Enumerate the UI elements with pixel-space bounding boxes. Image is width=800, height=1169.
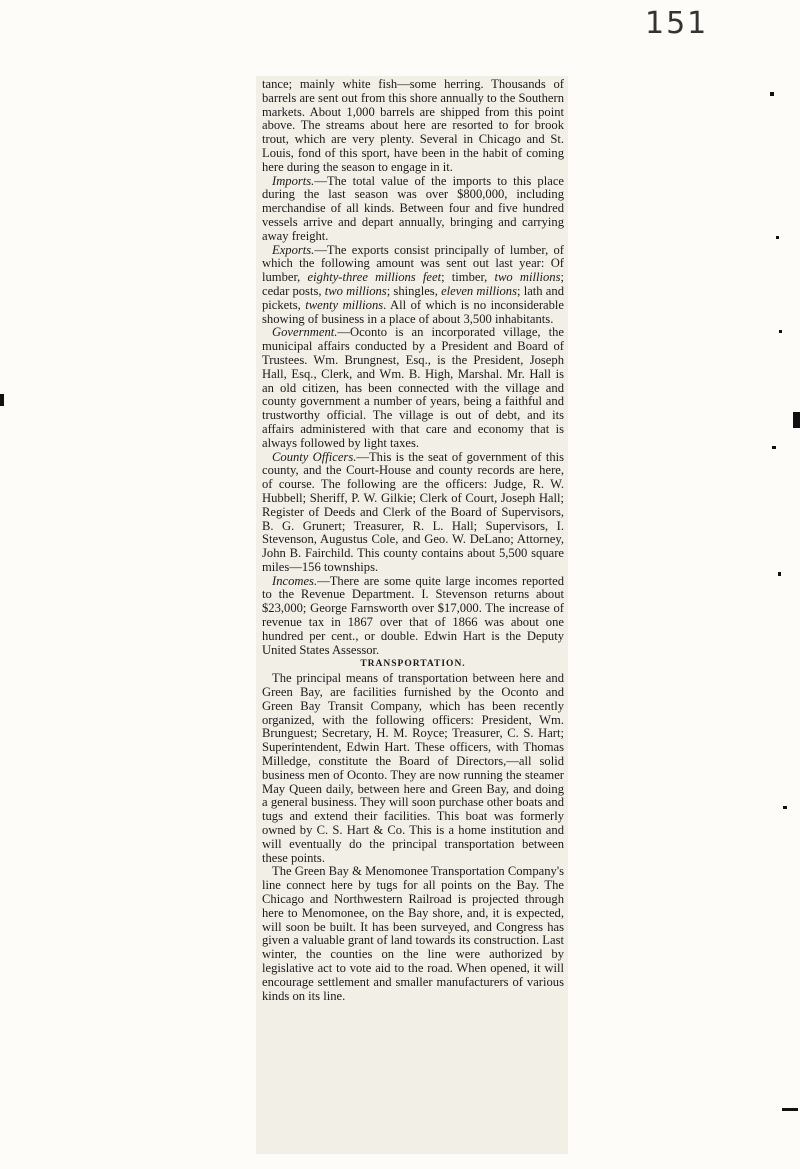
railroad-paragraph: The Green Bay & Menomonee Transportation Company's line connect here by tugs for all points on the Bay. The Chicago and Northwestern Railroad is projected through here to Menomonee, on the Bay shore, and, it is expected, will soon be built. It has been surveyed, and Congress has given a valuable grant of land towards its construction. Last winter, the counties on the line were authorized by legislative act to vote aid to the road. When opened, it will encourage settlement and smaller manufacturers of various kinds on its line.: [262, 864, 564, 1003]
exports-text: ; cedar posts,: [262, 270, 564, 298]
section-heading: TRANSPORTATION.: [360, 659, 466, 670]
exports-emphasis: eighty-three millions feet: [307, 270, 442, 285]
exports-text: —The exports consist principally of lumber, of which the following amount was sent out last year: Of lumber,: [262, 242, 564, 285]
imports-paragraph: [262, 175, 564, 244]
scan-speck: [793, 412, 800, 428]
government-text: —Oconto is an incorporated village, the municipal affairs conducted by a President and Board of Trustees. Wm. Brungnest, Esq., is the President, Joseph Hall, Esq., Clerk, and Wm. B. High, Marshal. Mr. Hall is an old citizen, has been connected with the village and county government a number of years, being a faithful and trustworthy official. The village is out of debt, and its affairs administered with that care and economy that is always followed by light taxes.: [262, 325, 564, 450]
transportation-paragraph: The principal means of transportation between here and Green Bay, are facilities furnished by the Oconto and Green Bay Transit Company, which has been recently organized, with the following officers: President, Wm. Brunguest; Secretary, H. M. Royce; Treasurer, C. S. Hart; Superintendent, Edwin Hart. These officers, with Thomas Milledge, constitute the Board of Directors,—all solid business men of Oconto. They are now running the steamer May Queen daily, between here and Green Bay, and doing a general business. They will soon purchase other boats and tugs and extend their facilities. This boat was formerly owned by C. S. Hart & Co. This is a home institution and will eventually do the principal transportation between these points.: [262, 671, 564, 865]
exports-text: ; timber,: [441, 270, 495, 285]
exports-text: . All of which is no inconsiderable showing of business in a place of about 3,500 inhabitants.: [262, 297, 565, 326]
page-number: 151: [645, 6, 709, 41]
scan-speck: [782, 1108, 798, 1111]
imports-lead: Imports.: [272, 173, 315, 188]
exports-lead: Exports.: [272, 242, 315, 257]
scan-speck: [778, 572, 781, 576]
exports-emphasis: two millions: [324, 283, 387, 298]
incomes-paragraph: [262, 575, 564, 658]
imports-text: —The total value of the imports to this place during the last season was over $800,000, including merchandise of all kinds. Between four and five hundred vessels arrive and depart annually, bringing and carrying away freight.: [262, 173, 564, 243]
scan-speck: [0, 394, 4, 406]
government-paragraph: [262, 326, 564, 450]
county-officers-text: —This is the seat of government of this county, and the Court-House and county records are here, of course. The following are the officers: Judge, R. W. Hubbell; Sheriff, P. W. Gilkie; Clerk of Court, Joseph Hall; Register of Deeds and Clerk of the Board of Supervisors, B. G. Grunert; Treasurer, R. L. Hall; Supervisors, I. Stevenson, Augustus Cole, and Geo. W. DeLano; Attorney, John B. Fairchild. This county contains about 5,500 square miles—156 townships.: [262, 449, 565, 574]
scan-speck: [776, 236, 779, 239]
exports-paragraph: [262, 244, 564, 327]
exports-emphasis: two millions: [494, 270, 561, 285]
incomes-lead: Incomes.: [272, 573, 318, 588]
article-column: [262, 78, 564, 1003]
scan-speck: [770, 92, 774, 96]
scan-speck: [783, 806, 787, 809]
exports-text: ; shingles,: [386, 283, 442, 298]
exports-emphasis: eleven millions: [441, 283, 518, 298]
exports-emphasis: twenty millions: [305, 297, 384, 312]
opening-paragraph: tance; mainly white fish—some herring. Thousands of barrels are sent out from this shore annually to the Southern markets. About 1,000 barrels are shipped from this point above. The streams about here are resorted to for brook trout, which are very plenty. Several in Chicago and St. Louis, fond of this sport, have been in the habit of coming here during the season to engage in it.: [262, 77, 564, 174]
exports-text: ; lath and pickets,: [262, 283, 564, 312]
county-officers-lead: County Officers.: [272, 449, 357, 464]
incomes-text: —There are some quite large incomes reported to the Revenue Department. I. Stevenson returns about $23,000; George Farnsworth over $17,000. The increase of revenue tax in 1867 over that of 1866 was about one hundred per cent., or double. Edwin Hart is the Deputy United States Assessor.: [262, 573, 564, 657]
scan-speck: [779, 330, 782, 333]
scan-speck: [772, 446, 776, 449]
government-lead: Government.: [272, 325, 338, 340]
county-officers-paragraph: [262, 451, 564, 575]
